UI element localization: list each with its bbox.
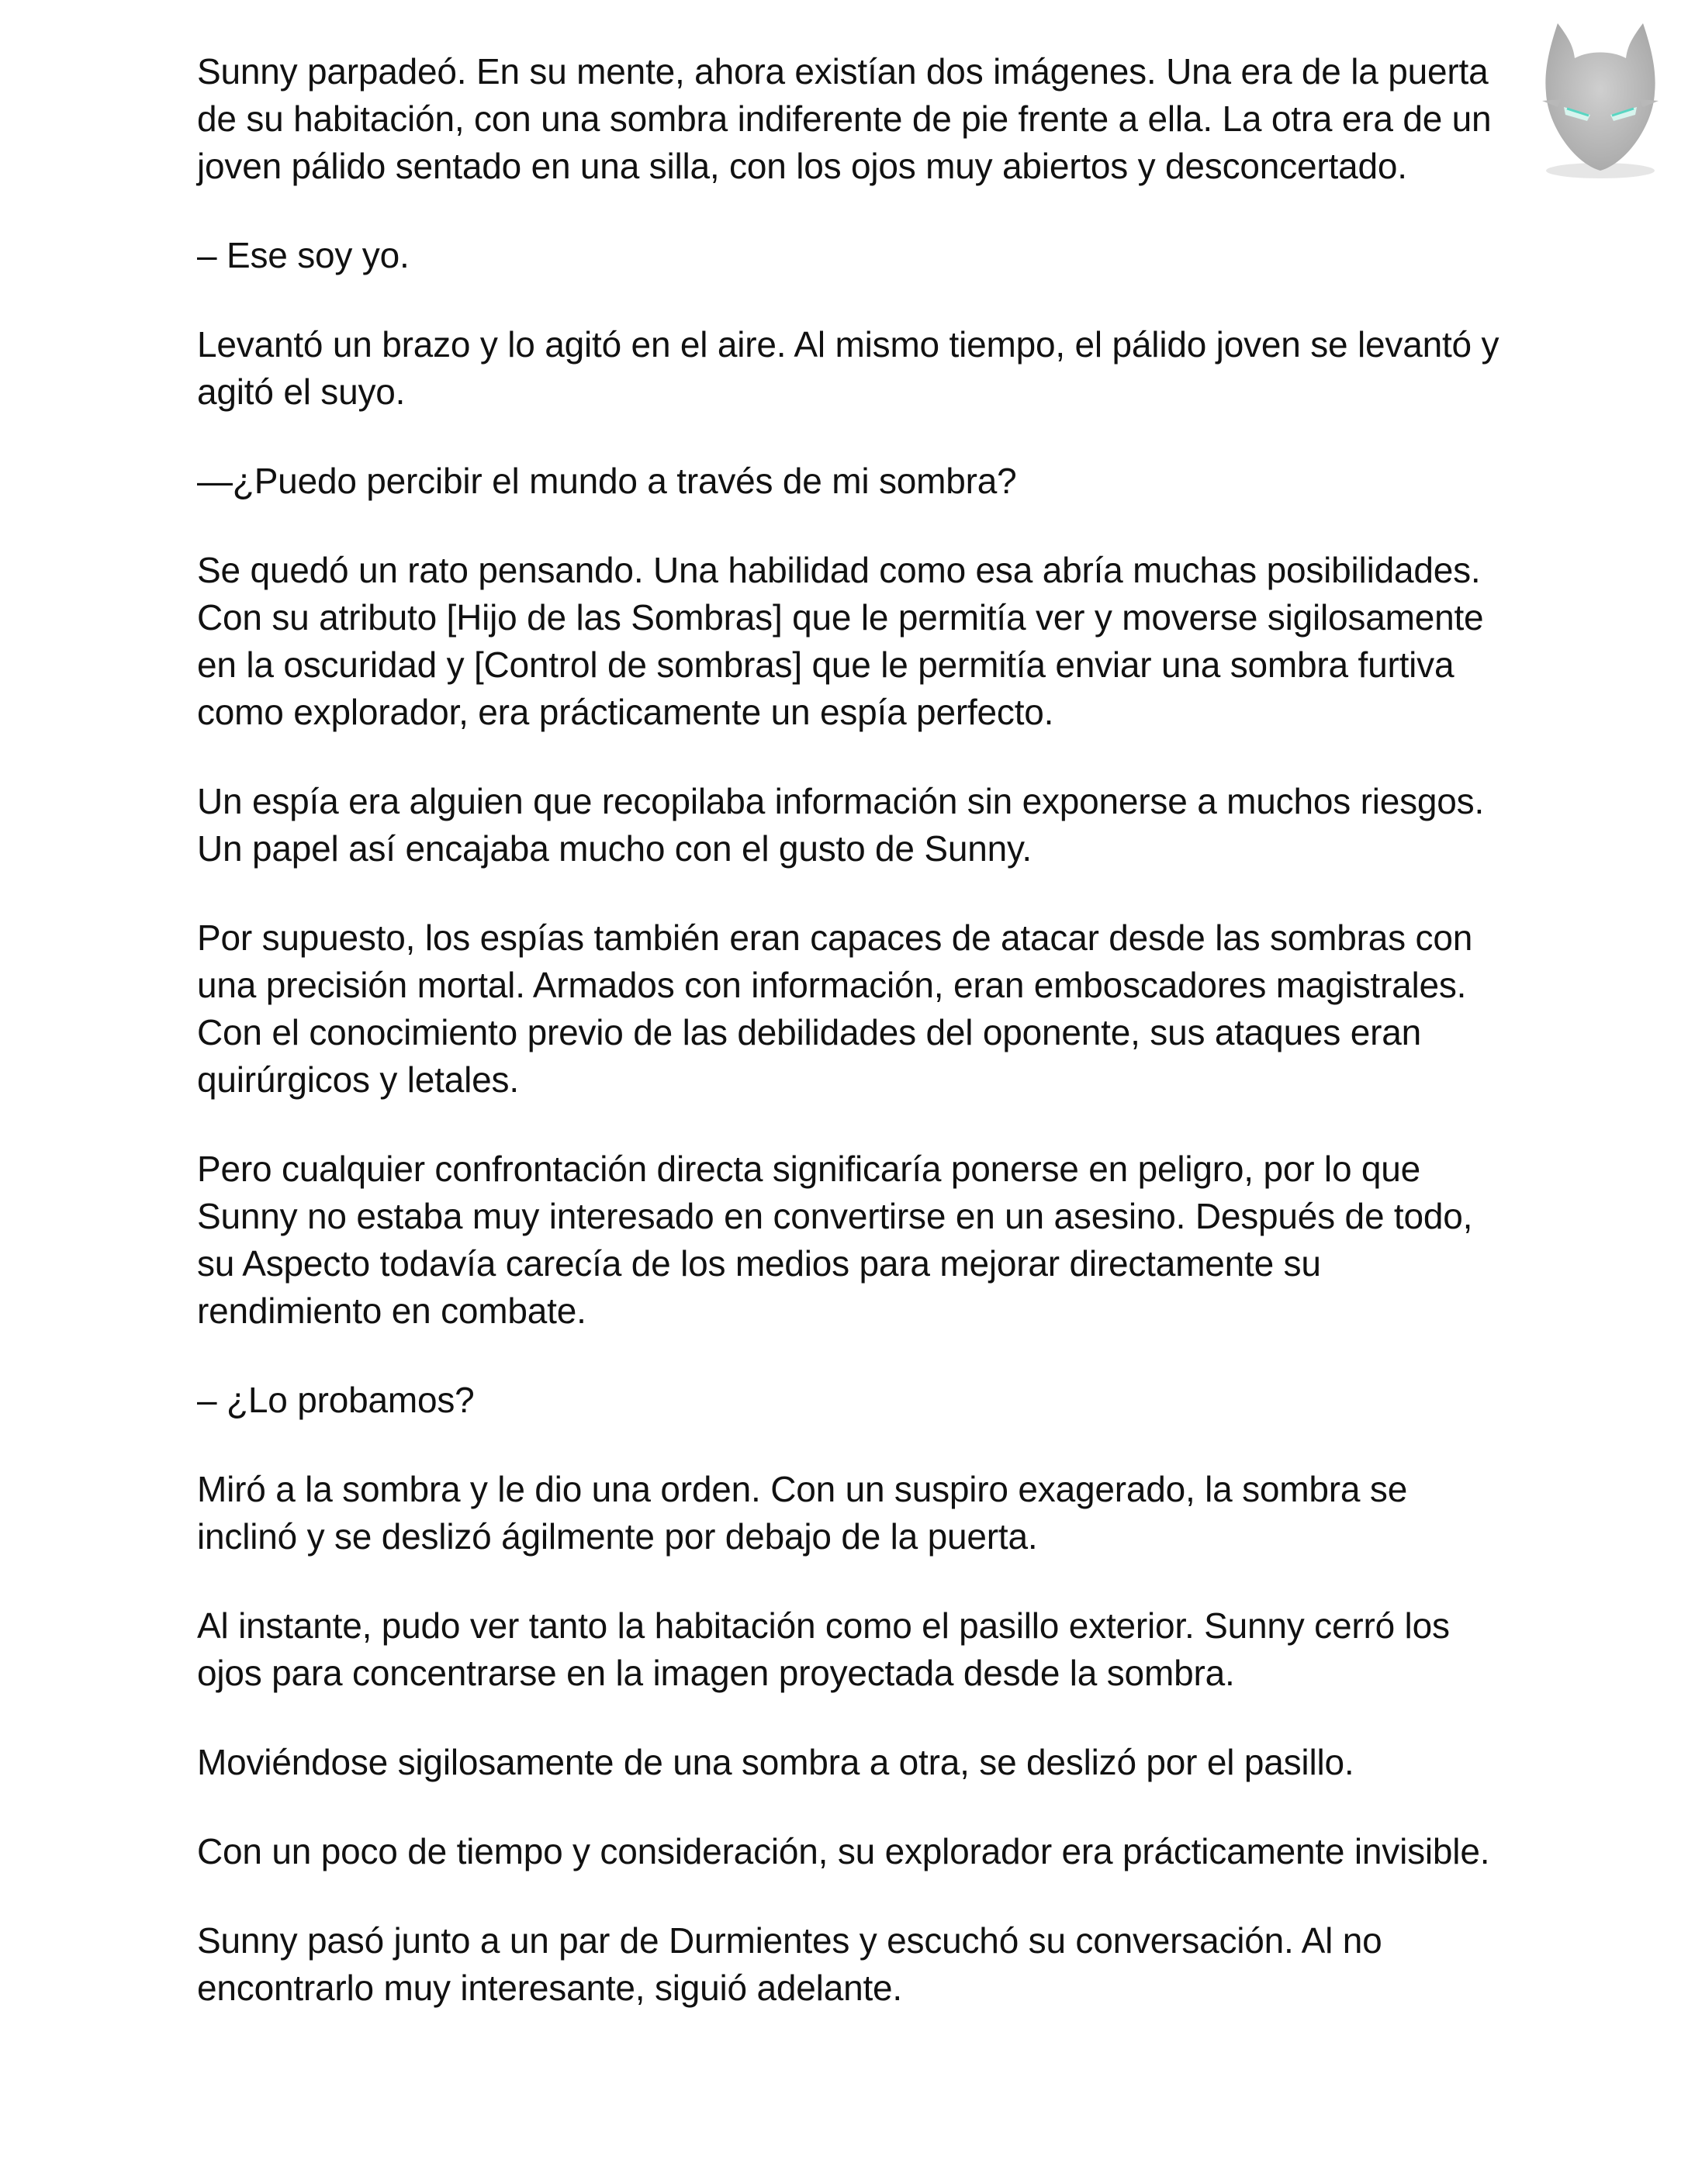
paragraph: Levantó un brazo y lo agitó en el aire. Al mismo tiempo, el pálido joven se levantó y agitó el suyo.: [197, 324, 1499, 412]
paragraph: Moviéndose sigilosamente de una sombra a otra, se deslizó por el pasillo.: [197, 1742, 1354, 1782]
document-body: [197, 48, 1500, 2054]
paragraph: Al instante, pudo ver tanto la habitación como el pasillo exterior. Sunny cerró los ojos para concentrarse en la imagen proyectada desde la sombra.: [197, 1605, 1450, 1693]
paragraph: —¿Puedo percibir el mundo a través de mi sombra?: [197, 461, 1017, 501]
paragraph: – Ese soy yo.: [197, 235, 410, 275]
paragraph: Miró a la sombra y le dio una orden. Con un suspiro exagerado, la sombra se inclinó y se deslizó ágilmente por debajo de la puerta.: [197, 1469, 1408, 1557]
paragraph: Por supuesto, los espías también eran capaces de atacar desde las sombras con una precisión mortal. Armados con información, eran emboscadores magistrales. Con el conocimiento previo de las debilidades del oponente, sus ataques eran quirúrgicos y letales.: [197, 917, 1473, 1100]
paragraph: Se quedó un rato pensando. Una habilidad como esa abría muchas posibilidades. Con su atributo [Hijo de las Sombras] que le permitía ver y moverse sigilosamente en la oscuridad y [Control de sombras] que le permitía enviar una sombra furtiva como explorador, era prácticamente un espía perfecto.: [197, 550, 1484, 732]
paragraph: – ¿Lo probamos?: [197, 1380, 475, 1420]
paragraph: Sunny parpadeó. En su mente, ahora existían dos imágenes. Una era de la puerta de su habitación, con una sombra indiferente de pie frente a ella. La otra era de un joven pálido sentado en una silla, con los ojos muy abiertos y desconcertado.: [197, 51, 1492, 186]
paragraph: Sunny pasó junto a un par de Durmientes y escuchó su conversación. Al no encontrarlo muy interesante, siguió adelante.: [197, 1920, 1382, 2008]
paragraph: Un espía era alguien que recopilaba información sin exponerse a muchos riesgos. Un papel así encajaba mucho con el gusto de Sunny.: [197, 781, 1485, 869]
paragraph: Con un poco de tiempo y consideración, su explorador era prácticamente invisible.: [197, 1831, 1490, 1871]
paragraph: Pero cualquier confrontación directa significaría ponerse en peligro, por lo que Sunny no estaba muy interesado en convertirse en un asesino. Después de todo, su Aspecto todavía carecía de los medios para mejorar directamente su rendimiento en combate.: [197, 1149, 1473, 1331]
demon-head-icon: [1527, 16, 1674, 186]
